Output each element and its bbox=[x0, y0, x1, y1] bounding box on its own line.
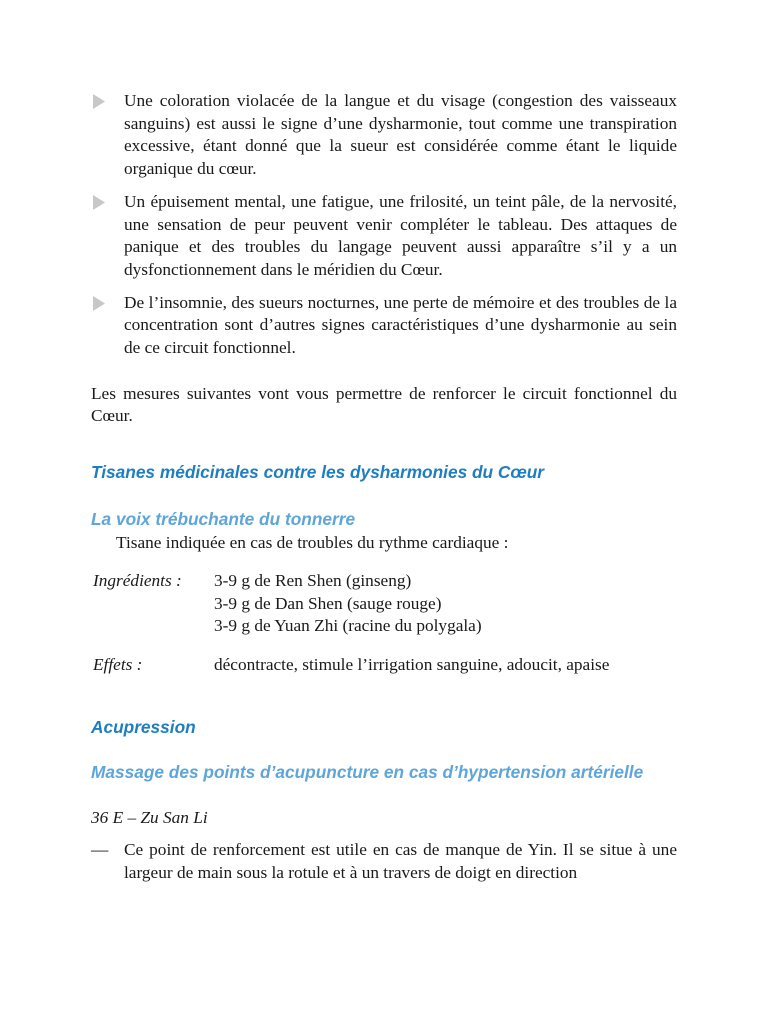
tisane-description: Tisane indiquée en cas de troubles du rythme cardiaque : bbox=[116, 533, 509, 553]
symptom-list bbox=[91, 90, 677, 360]
effects-label: Effets : bbox=[93, 654, 143, 674]
section-heading-tisanes: Tisanes médicinales contre les dysharmonies du Cœur bbox=[91, 462, 544, 483]
ingredient-item: 3-9 g de Yuan Zhi (racine du polygala) bbox=[214, 616, 482, 636]
list-item bbox=[91, 292, 677, 360]
intro-paragraph: Les mesures suivantes vont vous permettre de renforcer le circuit fonctionnel du Cœur. bbox=[91, 383, 677, 426]
dash-item-text: Ce point de renforcement est utile en cas de manque de Yin. Il se situe à une largeur de main sous la rotule et à un travers de doigt en direction bbox=[124, 840, 677, 883]
ingredients-label: Ingrédients : bbox=[93, 570, 182, 590]
triangle-bullet-icon bbox=[91, 296, 106, 311]
subheading-tisane-name: La voix trébuchante du tonnerre bbox=[91, 509, 356, 530]
dash-list-item bbox=[91, 839, 677, 884]
ingredients-row bbox=[91, 570, 677, 638]
triangle-bullet-icon bbox=[91, 94, 106, 109]
section-heading-acupression: Acupression bbox=[91, 716, 196, 737]
list-item bbox=[91, 90, 677, 181]
subheading-massage: Massage des points d’acupuncture en cas d’hypertension artérielle bbox=[91, 761, 644, 782]
effects-row bbox=[91, 654, 677, 677]
ingredient-item: 3-9 g de Ren Shen (ginseng) bbox=[214, 570, 412, 590]
list-item-text: De l’insomnie, des sueurs nocturnes, une perte de mémoire et des troubles de la concentration sont d’autres signes caractéristiques d’une dysharmonie au sein de ce circuit fonctionnel. bbox=[124, 292, 677, 358]
ingredients-list bbox=[214, 570, 677, 638]
ingredient-item: 3-9 g de Dan Shen (sauge rouge) bbox=[214, 593, 442, 613]
acupoint-name: 36 E – Zu San Li bbox=[91, 807, 208, 827]
em-dash-marker: — bbox=[91, 840, 109, 860]
list-item-text: Une coloration violacée de la langue et du visage (congestion des vaisseaux sanguins) est aussi le signe d’une dysharmonie, tout comme une transpiration excessive, étant donné que la sueur est considérée comme étant le liquide organique du cœur. bbox=[124, 91, 677, 179]
triangle-bullet-icon bbox=[91, 195, 106, 210]
effects-value: décontracte, stimule l’irrigation sanguine, adoucit, apaise bbox=[214, 654, 610, 674]
list-item bbox=[91, 191, 677, 282]
list-item-text: Un épuisement mental, une fatigue, une frilosité, un teint pâle, de la nervosité, une sensation de peur peuvent venir compléter le tableau. Des attaques de panique et des troubles du langage peuvent aussi apparaître s’il y a un dysfonctionnement dans le méridien du Cœur. bbox=[124, 191, 677, 279]
